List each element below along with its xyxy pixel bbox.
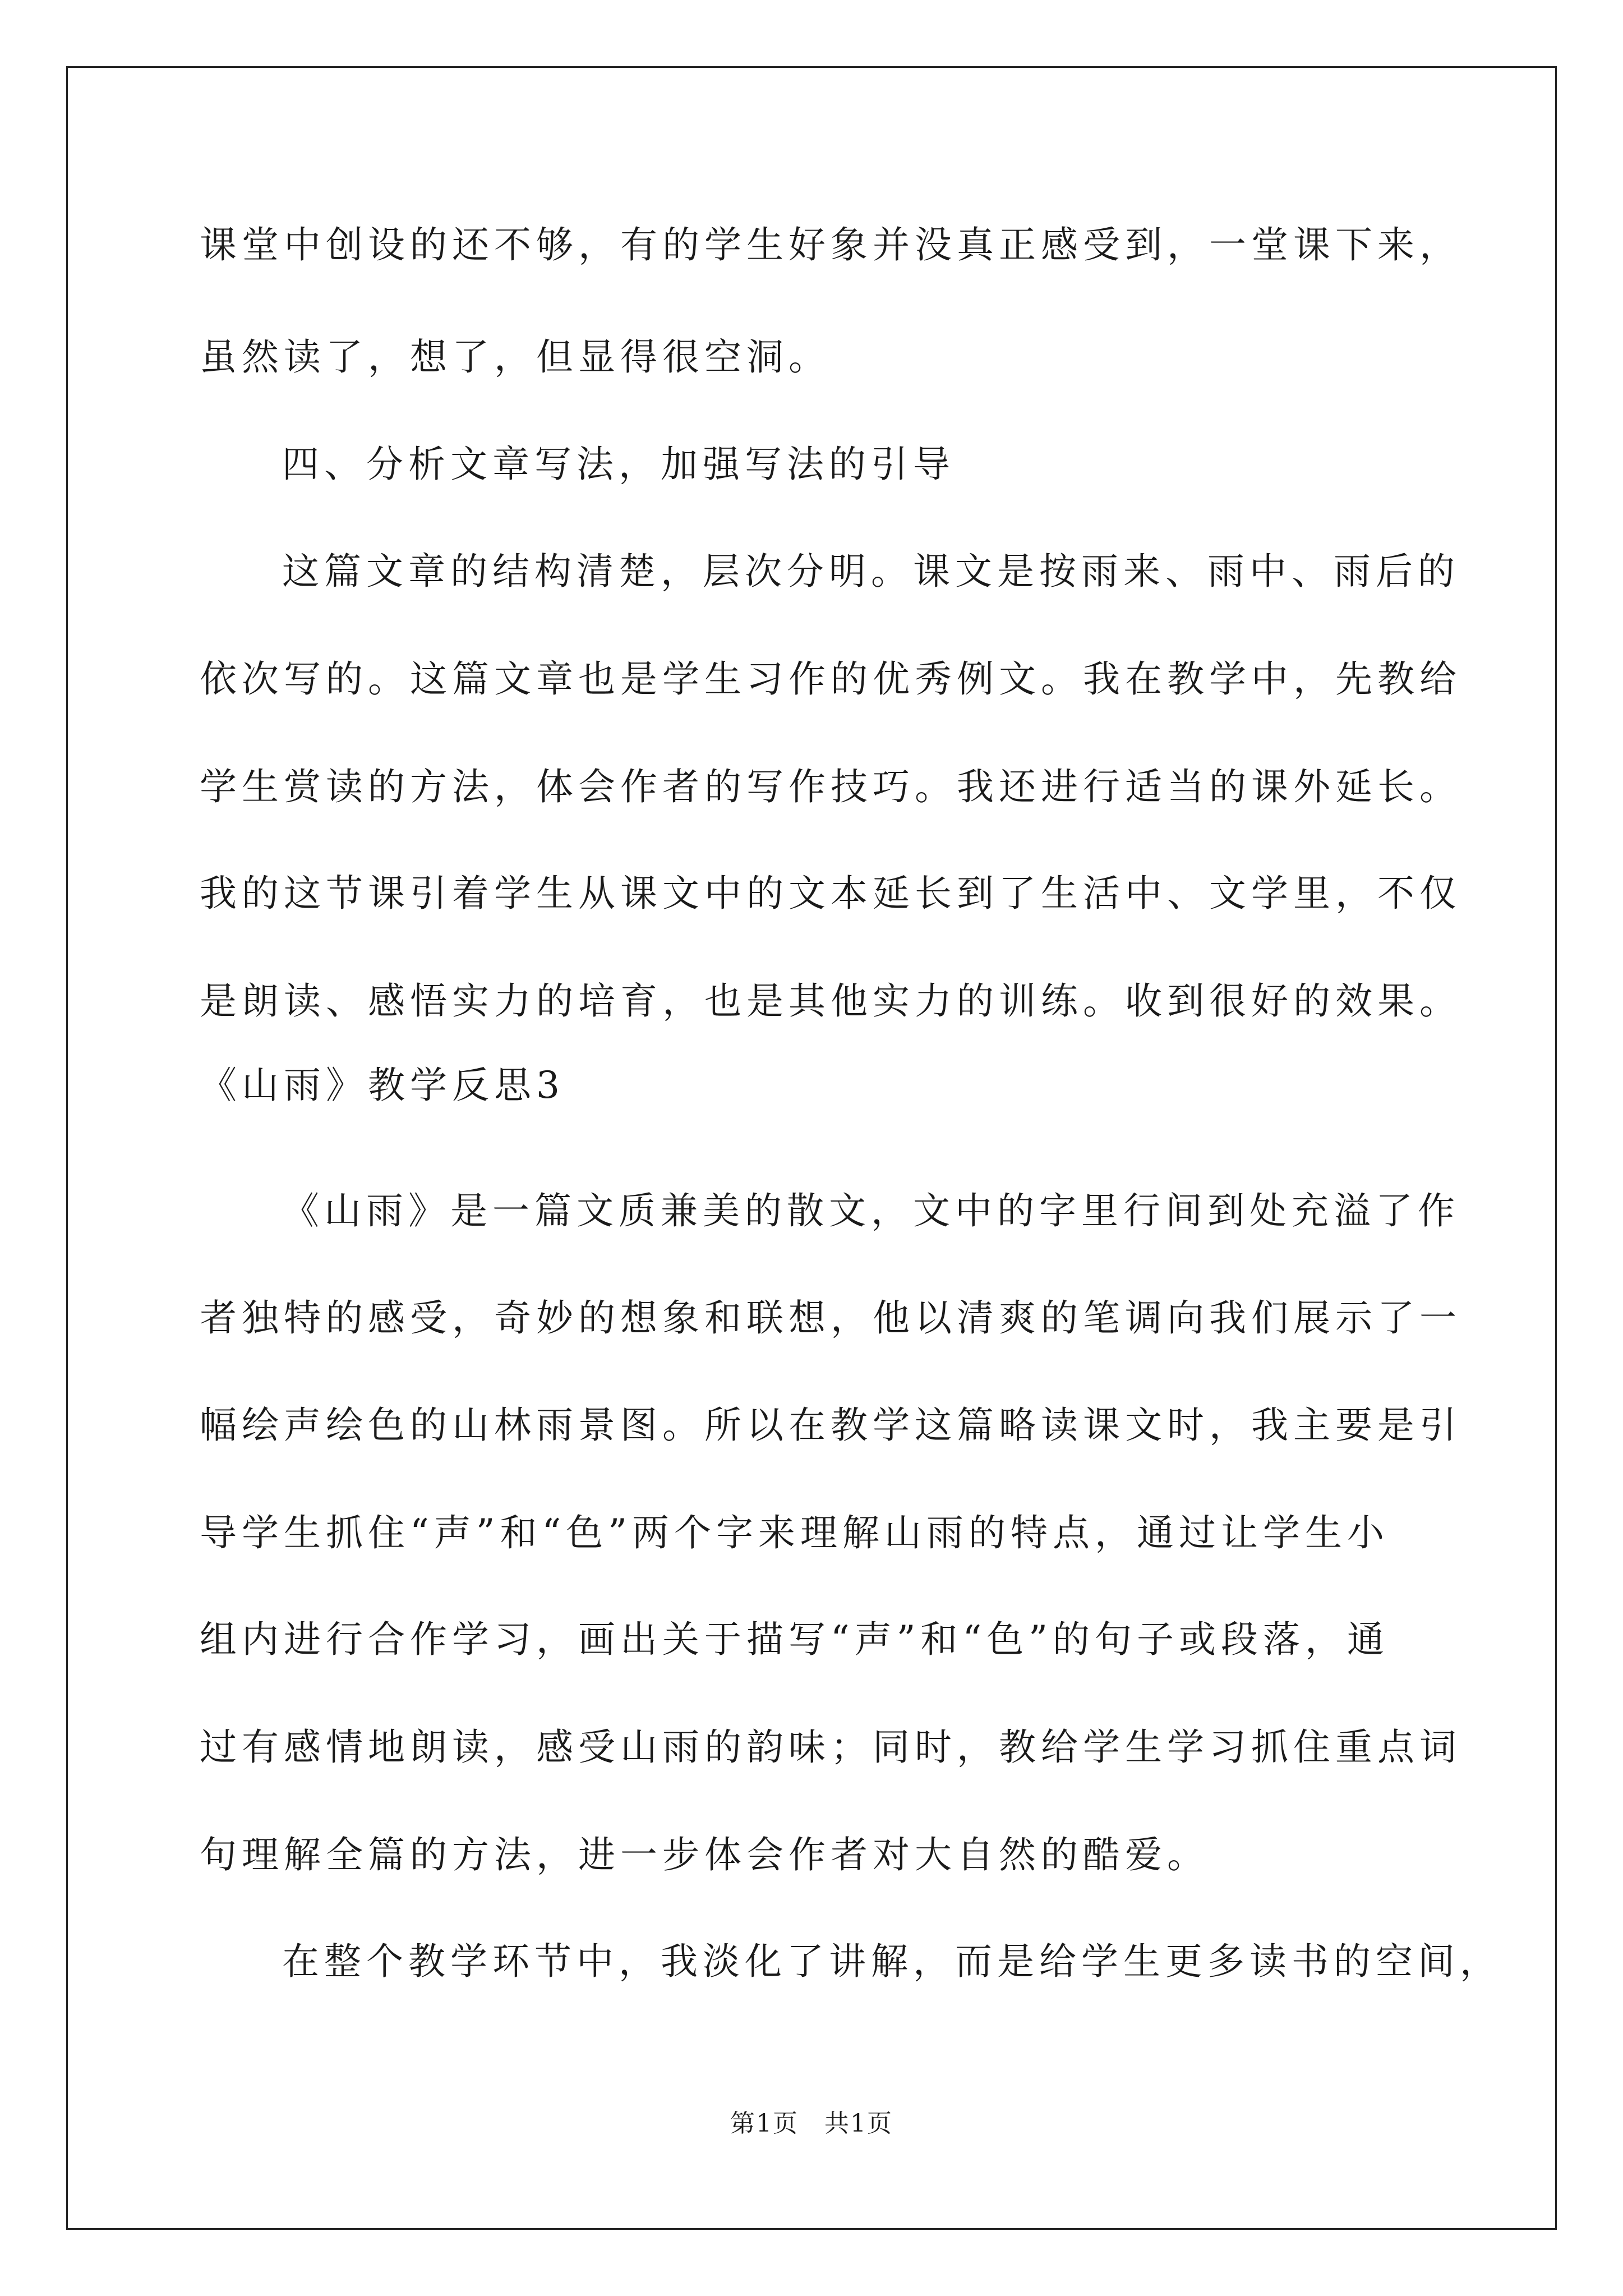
text-line: 课堂中创设的还不够，有的学生好象并没真正感受到，一堂课下来， xyxy=(200,223,1461,266)
text-line: 者独特的感受，奇妙的想象和联想，他以清爽的笔调向我们展示了一 xyxy=(200,1296,1461,1340)
text-line: 是朗读、感悟实力的培育，也是其他实力的训练。收到很好的效果。 xyxy=(200,979,1461,1023)
article-title: 《山雨》教学反思3 xyxy=(200,1064,565,1107)
text-line: 依次写的。这篇文章也是学生习作的优秀例文。我在教学中，先教给 xyxy=(200,657,1461,701)
text-line: 过有感情地朗读，感受山雨的韵味；同时，教给学生学习抓住重点词 xyxy=(200,1726,1461,1769)
text-line: 组内进行合作学习，画出关于描写“声”和“色”的句子或段落，通 xyxy=(200,1618,1389,1661)
page-footer: 第1页 共1页 xyxy=(730,2109,893,2138)
text-line: 导学生抓住“声”和“色”两个字来理解山雨的特点，通过让学生小 xyxy=(200,1511,1389,1554)
text-line: 幅绘声绘色的山林雨景图。所以在教学这篇略读课文时，我主要是引 xyxy=(200,1404,1461,1447)
text-line: 句理解全篇的方法，进一步体会作者对大自然的酷爱。 xyxy=(200,1833,1209,1876)
section-heading: 四、分析文章写法，加强写法的引导 xyxy=(282,443,955,486)
text-line: 学生赏读的方法，体会作者的写作技巧。我还进行适当的课外延长。 xyxy=(200,765,1461,808)
text-line: 在整个教学环节中，我淡化了讲解，而是给学生更多读书的空间， xyxy=(282,1940,1502,1983)
text-line: 我的这节课引着学生从课文中的文本延长到了生活中、文学里，不仅 xyxy=(200,872,1461,915)
text-line: 《山雨》是一篇文质兼美的散文，文中的字里行间到处充溢了作 xyxy=(282,1189,1460,1232)
text-line: 这篇文章的结构清楚，层次分明。课文是按雨来、雨中、雨后的 xyxy=(282,550,1460,593)
text-line: 虽然读了，想了，但显得很空洞。 xyxy=(200,335,831,379)
page-border xyxy=(66,66,1557,2230)
